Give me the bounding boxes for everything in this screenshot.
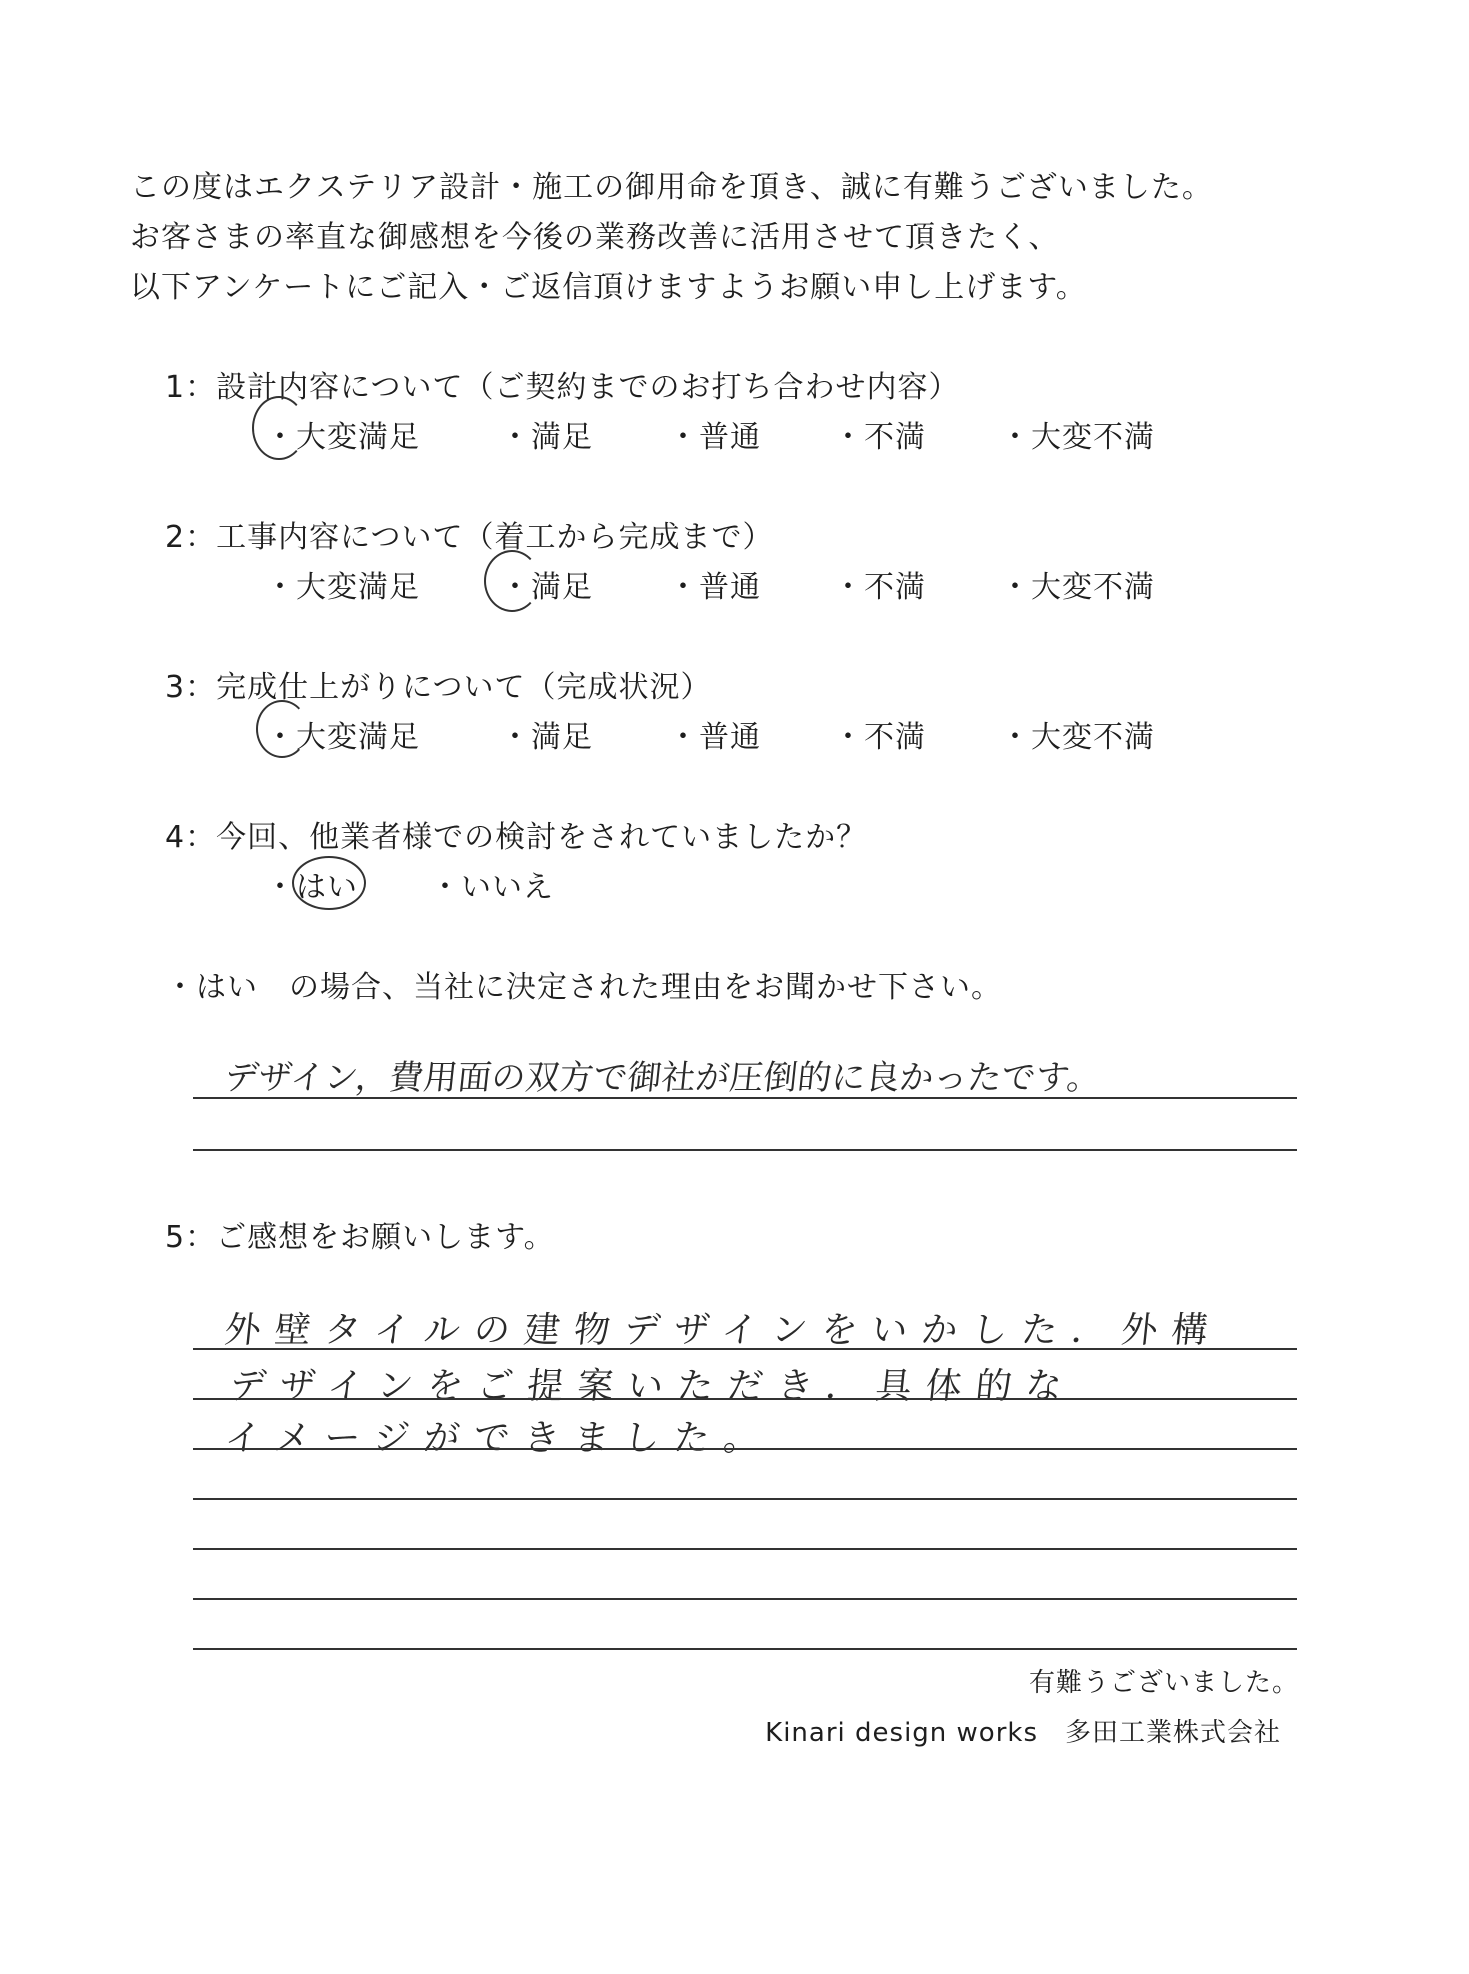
- reason-line-1: [193, 1097, 1297, 1099]
- q3-selection-circle: [256, 700, 308, 758]
- impression-line-2: [193, 1398, 1297, 1400]
- q4-selection-circle: [292, 856, 366, 910]
- q1-option-satisfied[interactable]: ・満足: [500, 420, 593, 455]
- q1-option-dissatisfied[interactable]: ・不満: [833, 420, 926, 455]
- q2-selection-circle: [484, 550, 540, 612]
- question-5-label: 5：ご感想をお願いします。: [165, 1220, 555, 1255]
- impression-handwritten-line-3: イメージができました。: [222, 1418, 776, 1459]
- question-2-label: 2：工事内容について（着工から完成まで）: [165, 520, 774, 555]
- footer-company: Kinari design works 多田工業株式会社: [765, 1718, 1281, 1748]
- q3-option-dissatisfied[interactable]: ・不満: [833, 720, 926, 755]
- question-1-label: 1：設計内容について（ご契約までのお打ち合わせ内容）: [165, 370, 960, 405]
- q2-option-dissatisfied[interactable]: ・不満: [833, 570, 926, 605]
- impression-line-6: [193, 1598, 1297, 1600]
- q2-option-very-dissatisfied[interactable]: ・大変不満: [1000, 570, 1155, 605]
- intro-line-2: お客さまの率直な御感想を今後の業務改善に活用させて頂きたく、: [130, 220, 1060, 255]
- impression-line-3: [193, 1448, 1297, 1450]
- q3-option-very-dissatisfied[interactable]: ・大変不満: [1000, 720, 1155, 755]
- intro-line-1: この度はエクステリア設計・施工の御用命を頂き、誠に有難うございました。: [130, 170, 1213, 205]
- impression-handwritten-line-2: デザインをご提案いただき．具体的な: [227, 1366, 1078, 1407]
- impression-line-5: [193, 1548, 1297, 1550]
- q3-option-normal[interactable]: ・普通: [668, 720, 761, 755]
- q1-selection-circle: [252, 396, 306, 460]
- q2-option-satisfied[interactable]: ・満足: [500, 570, 593, 605]
- question-4-label: 4：今回、他業者様での検討をされていましたか？: [165, 820, 868, 855]
- q4-option-no[interactable]: ・いいえ: [430, 870, 554, 905]
- impression-line-7: [193, 1648, 1297, 1650]
- q3-option-satisfied[interactable]: ・満足: [500, 720, 593, 755]
- intro-line-3: 以下アンケートにご記入・ご返信頂けますようお願い申し上げます。: [130, 270, 1087, 305]
- q4-option-yes[interactable]: ・はい: [265, 870, 358, 905]
- reason-handwritten-answer: デザイン，費用面の双方で御社が圧倒的に良かったです。: [222, 1058, 1103, 1098]
- question-3-label: 3：完成仕上がりについて（完成状況）: [165, 670, 712, 705]
- impression-handwritten-line-1: 外壁タイルの建物デザインをいかした．外構: [222, 1310, 1224, 1351]
- footer-thanks: 有難うございました。: [1028, 1668, 1299, 1698]
- impression-line-4: [193, 1498, 1297, 1500]
- q1-option-normal[interactable]: ・普通: [668, 420, 761, 455]
- reason-line-2: [193, 1149, 1297, 1151]
- impression-line-1: [193, 1348, 1297, 1350]
- q1-option-very-dissatisfied[interactable]: ・大変不満: [1000, 420, 1155, 455]
- q2-option-normal[interactable]: ・普通: [668, 570, 761, 605]
- q1-option-very-satisfied[interactable]: ・大変満足: [265, 420, 420, 455]
- q2-option-very-satisfied[interactable]: ・大変満足: [265, 570, 420, 605]
- q3-option-very-satisfied[interactable]: ・大変満足: [265, 720, 420, 755]
- reason-prompt: ・はい の場合、当社に決定された理由をお聞かせ下さい。: [165, 970, 1002, 1005]
